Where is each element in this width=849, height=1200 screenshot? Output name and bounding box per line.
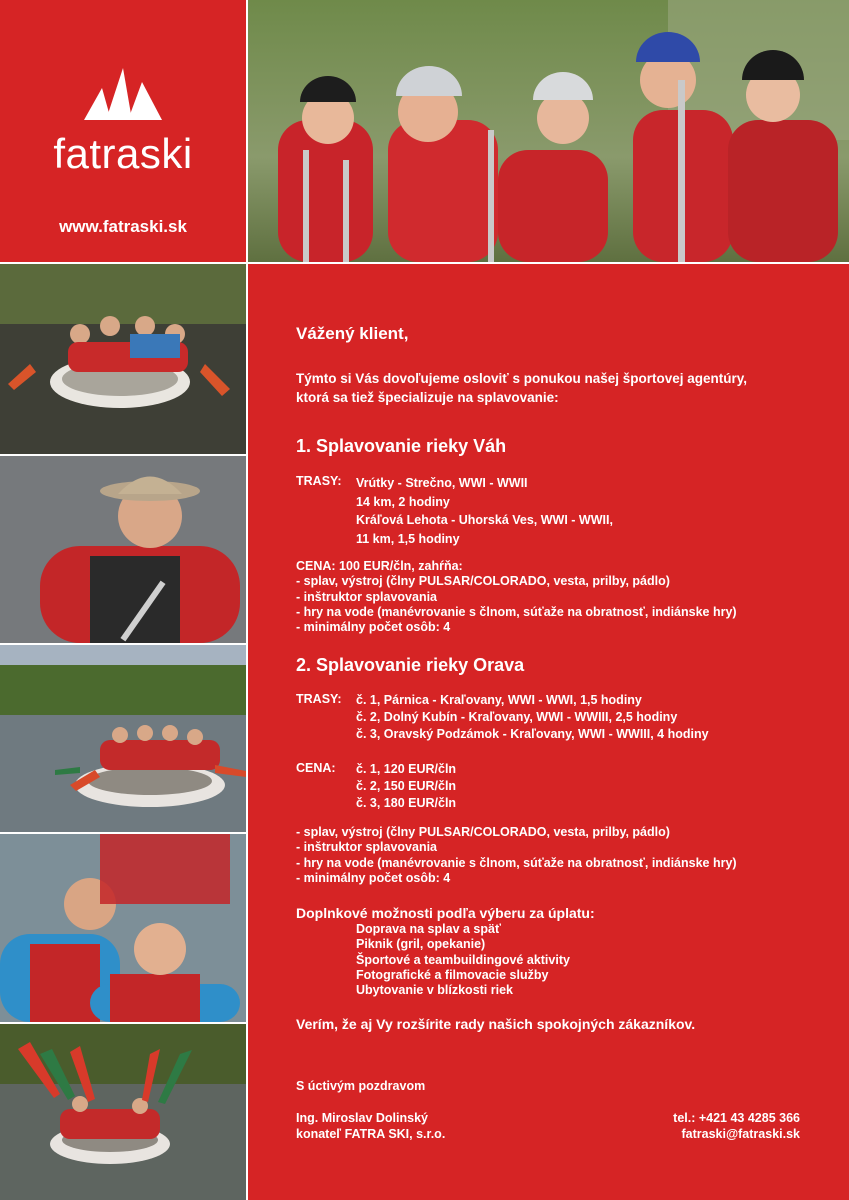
salutation: S úctivým pozdravom — [296, 1079, 426, 1093]
email[interactable]: fatraski@fatraski.sk — [681, 1127, 800, 1141]
raft-photo-2 — [0, 456, 246, 643]
website-url[interactable]: www.fatraski.sk — [59, 217, 187, 236]
contact-block — [560, 1110, 800, 1142]
greeting: Vážený klient, — [296, 324, 409, 343]
section2-routes: č. 1, Párnica - Kraľovany, WWI - WWI, 1,5 hodiny č. 2, Dolný Kubín - Kraľovany, WWI - WWIII, 2,5 hodiny č. 3, Oravský Podzámok - Kraľovany, WWI - WWIII, 4 hodiny — [356, 693, 709, 741]
extras-title: Doplnkové možnosti podľa výberu za úplatu: — [296, 905, 595, 921]
signature-block — [296, 1110, 445, 1142]
brand-name: fatraski — [53, 130, 193, 177]
mountain-logo-icon — [84, 68, 162, 120]
raft-photo-3 — [0, 645, 246, 832]
raft-photo-4 — [0, 834, 246, 1022]
section2-price-label: CENA: — [296, 761, 336, 775]
section1-routes: Vrútky - Strečno, WWI - WWII 14 km, 2 hodiny Kráľová Lehota - Uhorská Ves, WWI - WWII, 11 km, 1,5 hodiny — [356, 476, 613, 546]
section1-routes-label: TRASY: — [296, 474, 342, 488]
section2-includes: - splav, výstroj (člny PULSAR/COLORADO, vesta, prilby, pádlo) - inštruktor splavovania - hry na vode (manévrovanie s člnom, súťaže na obratnosť, indiánske hry) - minimálny počet osôb: 4 — [296, 825, 737, 885]
section1-price: CENA: 100 EUR/čln, zahŕňa: - splav, výstroj (člny PULSAR/COLORADO, vesta, prilby, pádlo) - inštruktor splavovania - hry na vode (manévrovanie s člnom, súťaže na obratnosť, indiánske hry) - minimálny počet osôb: 4 — [296, 559, 737, 635]
signer-title: konateľ FATRA SKI, s.r.o. — [296, 1127, 446, 1141]
section2-title: 2. Splavovanie rieky Orava — [296, 655, 525, 675]
logo-panel — [0, 0, 246, 262]
section1-title: 1. Splavovanie rieky Váh — [296, 436, 507, 456]
signer-name: Ing. Miroslav Dolinský — [296, 1111, 428, 1125]
closing-sentence: Verím, že aj Vy rozšírite rady našich spokojných zákazníkov. — [296, 1016, 696, 1032]
section2-prices: č. 1, 120 EUR/čln č. 2, 150 EUR/čln č. 3, 180 EUR/čln — [356, 762, 457, 810]
raft-photo-1 — [0, 264, 246, 454]
phone[interactable]: tel.: +421 43 4285 366 — [673, 1111, 800, 1125]
raft-photo-5 — [0, 1024, 246, 1200]
extras-list: Doprava na splav a späť Piknik (gril, opekanie) Športové a teambuildingové aktivity Fotografické a filmovacie služby Ubytovanie v blízkosti riek — [356, 922, 570, 998]
hero-photo — [248, 0, 849, 262]
section2-routes-label: TRASY: — [296, 692, 342, 706]
intro-text: Týmto si Vás dovoľujeme osloviť s ponukou našej športovej agentúry, ktorá sa tiež špecializuje na splavovanie: — [296, 371, 748, 405]
